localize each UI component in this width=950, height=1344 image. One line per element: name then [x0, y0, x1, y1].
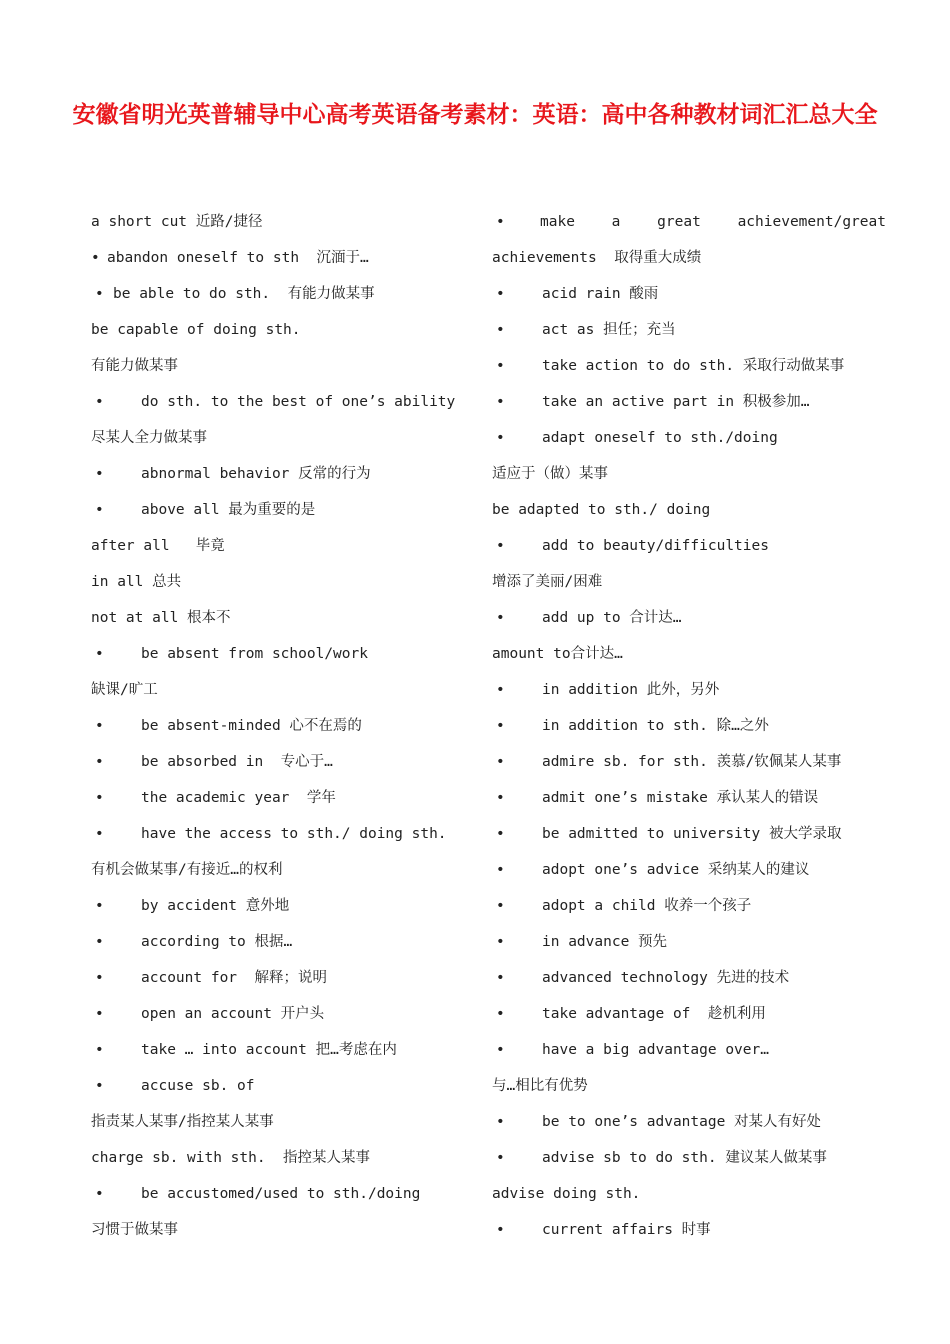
bullet-dot: • — [95, 1186, 104, 1202]
bullet-dot: • — [496, 1222, 505, 1238]
vocab-line — [91, 384, 471, 420]
vocab-line — [91, 708, 471, 744]
vocab-line — [91, 1068, 471, 1104]
vocab-word: great — [657, 214, 701, 230]
vocab-line — [492, 384, 872, 420]
vocab-text: charge sb. with sth. 指控某人某事 — [91, 1150, 371, 1166]
vocab-line — [492, 672, 872, 708]
vocab-line — [492, 1176, 872, 1212]
vocab-line — [492, 600, 872, 636]
bullet-dot: • — [95, 466, 104, 482]
bullet-dot: • — [95, 970, 104, 986]
vocab-line — [492, 240, 872, 276]
vocab-text: 与…相比有优势 — [492, 1078, 588, 1094]
vocab-text: the academic year 学年 — [141, 790, 336, 806]
vocab-line — [492, 708, 872, 744]
vocab-text: 缺课/旷工 — [91, 682, 158, 698]
vocab-text: according to 根据… — [141, 934, 293, 950]
bullet-dot: • — [95, 934, 104, 950]
vocab-text: not at all 根本不 — [91, 610, 231, 626]
vocab-text: admire sb. for sth. 羡慕/钦佩某人某事 — [542, 754, 842, 770]
bullet-dot: • — [496, 826, 505, 842]
vocab-text: achievements 取得重大成绩 — [492, 250, 702, 266]
bullet-dot: • — [496, 286, 505, 302]
bullet-dot: • — [496, 430, 505, 446]
vocab-text: accuse sb. of — [141, 1078, 255, 1094]
vocab-word: a — [611, 214, 621, 230]
vocab-text: advise sb to do sth. 建议某人做某事 — [542, 1150, 827, 1166]
vocab-text: be adapted to sth./ doing — [492, 502, 711, 518]
vocab-text: current affairs 时事 — [542, 1222, 711, 1238]
vocab-text: be capable of doing sth. — [91, 322, 301, 338]
bullet-dot: • — [95, 502, 104, 518]
vocab-text: in advance 预先 — [542, 934, 668, 950]
vocab-text: abandon oneself to sth 沉湎于… — [107, 250, 369, 266]
vocab-text: be absorbed in 专心于… — [141, 754, 333, 770]
vocab-line — [492, 1104, 872, 1140]
vocab-line — [91, 528, 471, 564]
vocab-text: advise doing sth. — [492, 1186, 641, 1202]
vocab-line — [492, 1140, 872, 1176]
vocab-line — [91, 204, 471, 240]
bullet-dot: • — [95, 790, 104, 806]
vocab-text: adapt oneself to sth./doing — [542, 430, 778, 446]
vocab-text: be accustomed/used to sth./doing — [141, 1186, 421, 1202]
bullet-dot: • — [496, 682, 505, 698]
vocab-text: be admitted to university 被大学录取 — [542, 826, 842, 842]
vocab-text: account for 解释；说明 — [141, 970, 327, 986]
bullet-dot: • — [95, 826, 104, 842]
vocab-line — [492, 564, 872, 600]
bullet-dot: • — [496, 862, 505, 878]
vocab-line — [91, 1140, 471, 1176]
vocab-text: advanced technology 先进的技术 — [542, 970, 790, 986]
bullet-dot: • — [95, 898, 104, 914]
vocab-text: adopt a child 收养一个孩子 — [542, 898, 752, 914]
vocab-line — [492, 960, 872, 996]
vocab-text: 习惯于做某事 — [91, 1222, 178, 1238]
vocab-line — [91, 888, 471, 924]
bullet-dot: • — [95, 1042, 104, 1058]
vocab-text: in all 总共 — [91, 574, 182, 590]
vocab-text: after all 毕竟 — [91, 538, 225, 554]
vocab-line — [492, 456, 872, 492]
vocab-text: 指责某人某事/指控某人某事 — [91, 1114, 274, 1130]
vocab-line — [91, 492, 471, 528]
vocab-line — [91, 312, 471, 348]
vocab-line — [492, 744, 872, 780]
bullet-dot: • — [496, 754, 505, 770]
vocab-line — [492, 780, 872, 816]
bullet-dot: • — [496, 718, 505, 734]
vocab-line — [91, 960, 471, 996]
vocab-text: be to one’s advantage 对某人有好处 — [542, 1114, 822, 1130]
bullet-dot: • — [95, 718, 104, 734]
vocab-text: by accident 意外地 — [141, 898, 290, 914]
vocab-text: add to beauty/difficulties — [542, 538, 769, 554]
vocab-text: 有能力做某事 — [91, 358, 178, 374]
vocab-text: open an account 开户头 — [141, 1006, 325, 1022]
vocab-line — [91, 852, 471, 888]
vocab-line — [492, 816, 872, 852]
vocab-text: above all 最为重要的是 — [141, 502, 316, 518]
vocab-line — [91, 600, 471, 636]
bullet-dot: • — [95, 754, 104, 770]
vocab-line — [492, 1068, 872, 1104]
vocab-text — [535, 204, 886, 240]
vocab-text: take action to do sth. 采取行动做某事 — [542, 358, 845, 374]
vocab-text: do sth. to the best of one’s ability — [141, 394, 456, 410]
bullet-dot: • — [496, 538, 505, 554]
vocab-text: have the access to sth./ doing sth. — [141, 826, 447, 842]
vocab-word: make — [540, 214, 575, 230]
bullet-dot: • — [496, 214, 505, 230]
vocab-line — [91, 1176, 471, 1212]
vocab-line — [492, 420, 872, 456]
bullet-dot: • — [496, 1042, 505, 1058]
bullet-dot: • — [496, 790, 505, 806]
vocab-line — [91, 1212, 471, 1248]
vocab-line — [492, 1032, 872, 1068]
vocab-line — [492, 528, 872, 564]
vocab-text: in addition 此外，另外 — [542, 682, 720, 698]
vocab-text: admit one’s mistake 承认某人的错误 — [542, 790, 819, 806]
bullet-dot: • — [496, 898, 505, 914]
bullet-dot: • — [496, 970, 505, 986]
vocab-line — [91, 672, 471, 708]
vocab-text: in addition to sth. 除…之外 — [542, 718, 769, 734]
bullet-dot: • — [496, 358, 505, 374]
bullet-dot: • — [496, 322, 505, 338]
vocab-line — [91, 636, 471, 672]
vocab-line — [492, 204, 886, 240]
vocab-text: have a big advantage over… — [542, 1042, 769, 1058]
left-column — [91, 204, 471, 1248]
vocab-text: act as 担任；充当 — [542, 322, 676, 338]
vocab-text: be absent-minded 心不在焉的 — [141, 718, 362, 734]
bullet-dot: • — [95, 394, 104, 410]
right-column — [492, 204, 886, 1248]
vocab-line — [91, 348, 471, 384]
vocab-line — [91, 924, 471, 960]
vocab-line — [91, 420, 471, 456]
vocab-line — [492, 888, 872, 924]
vocab-word: achievement/great — [737, 214, 886, 230]
bullet-dot: • — [496, 1150, 505, 1166]
bullet-dot: • — [95, 1078, 104, 1094]
vocab-line — [492, 348, 872, 384]
bullet-dot: • — [91, 250, 100, 266]
vocab-line — [91, 816, 471, 852]
bullet-dot: • — [95, 646, 104, 662]
vocab-line — [492, 924, 872, 960]
vocab-text: take an active part in 积极参加… — [542, 394, 810, 410]
bullet-dot: • — [496, 1114, 505, 1130]
vocab-line — [492, 276, 872, 312]
vocab-text: a short cut 近路/捷径 — [91, 214, 263, 230]
bullet-dot: • — [496, 934, 505, 950]
vocab-line — [91, 276, 471, 312]
vocab-line — [91, 564, 471, 600]
vocab-line — [492, 312, 872, 348]
bullet-dot: • — [496, 394, 505, 410]
vocab-line — [91, 996, 471, 1032]
vocab-line — [91, 744, 471, 780]
bullet-dot: • — [496, 1006, 505, 1022]
bullet-dot: • — [95, 1006, 104, 1022]
vocab-text: abnormal behavior 反常的行为 — [141, 466, 371, 482]
vocab-line — [492, 492, 872, 528]
vocab-text: 有机会做某事/有接近…的权利 — [91, 862, 283, 878]
vocab-line — [91, 240, 471, 276]
vocab-text: adopt one’s advice 采纳某人的建议 — [542, 862, 810, 878]
vocab-text: be able to do sth. 有能力做某事 — [113, 286, 375, 302]
vocab-line — [91, 1104, 471, 1140]
vocab-text: take … into account 把…考虑在内 — [141, 1042, 397, 1058]
vocab-line — [91, 456, 471, 492]
vocab-line — [492, 996, 872, 1032]
vocab-text: acid rain 酸雨 — [542, 286, 659, 302]
vocab-text: 尽某人全力做某事 — [91, 430, 207, 446]
vocab-line — [492, 1212, 872, 1248]
vocab-text: 增添了美丽/困难 — [492, 574, 603, 590]
vocab-line — [91, 1032, 471, 1068]
vocab-line — [492, 852, 872, 888]
document-title: 安徽省明光英普辅导中心高考英语备考素材：英语：高中各种教材词汇汇总大全 — [72, 101, 878, 128]
bullet-dot: • — [496, 610, 505, 626]
vocab-line — [492, 636, 872, 672]
vocab-text: add up to 合计达… — [542, 610, 682, 626]
vocab-text: take advantage of 趁机利用 — [542, 1006, 766, 1022]
bullet-dot: • — [95, 286, 104, 302]
vocab-text: amount to合计达… — [492, 646, 623, 662]
vocab-line — [91, 780, 471, 816]
vocab-text: be absent from school/work — [141, 646, 368, 662]
vocab-text: 适应于（做）某事 — [492, 466, 608, 482]
